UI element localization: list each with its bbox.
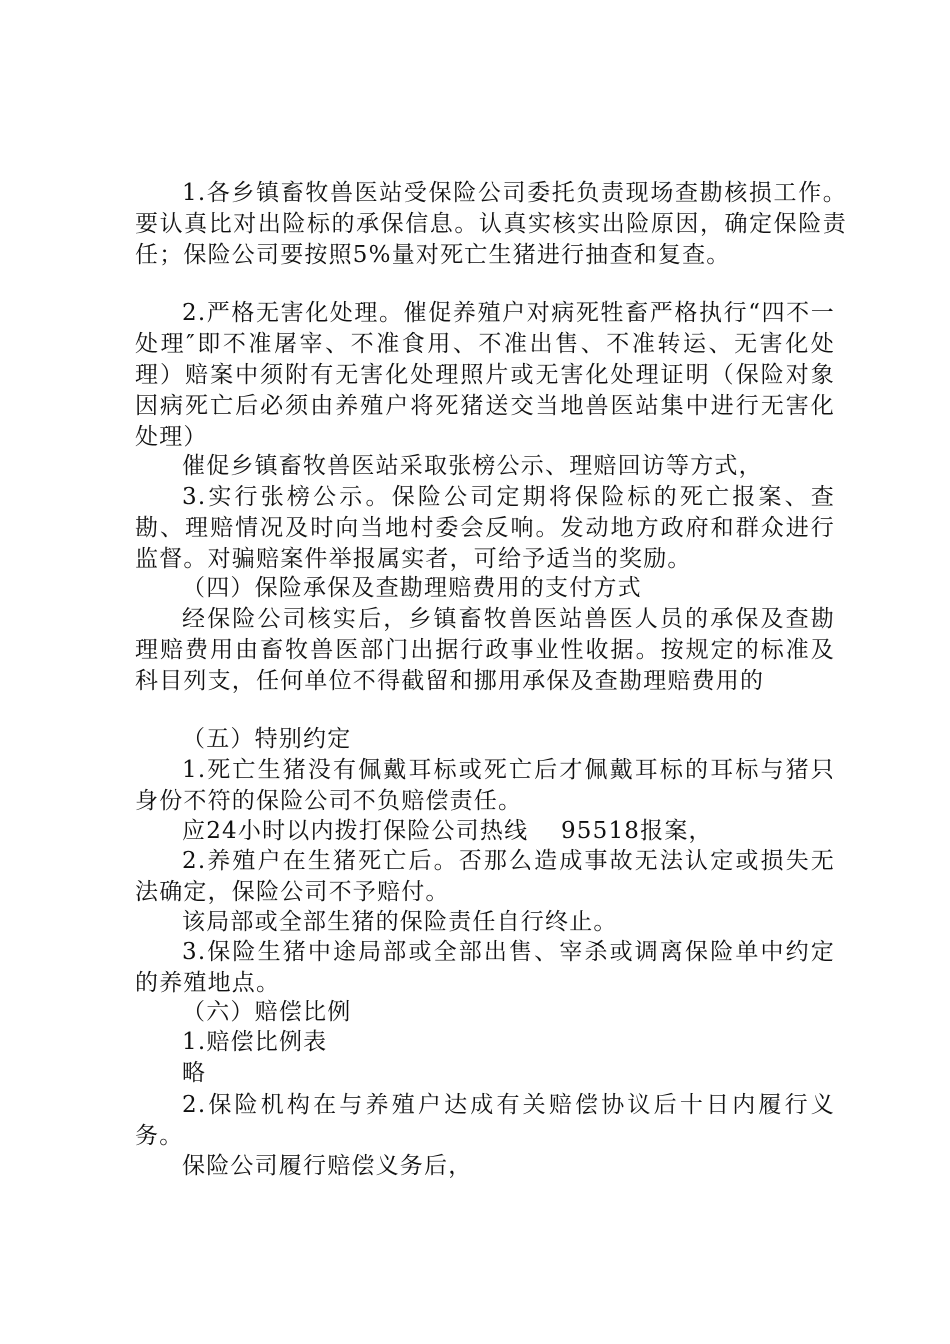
paragraph-3: 催促乡镇畜牧兽医站采取张榜公示、理赔回访等方式， bbox=[182, 453, 763, 479]
paragraph-6: 1.死亡生猪没有佩戴耳标或死亡后才佩戴耳标的耳标与猪只身份不符的保险公司不负赔偿责任。 bbox=[135, 757, 835, 814]
paragraph-10: 3.保险生猪中途局部或全部出售、宰杀或调离保险单中约定的养殖地点。 bbox=[135, 939, 835, 996]
paragraph-1: 1.各乡镇畜牧兽医站受保险公司委托负责现场查勘核损工作。要认真比对出险标的承保信息。认真实核实出险原因，确定保险责任；保险公司要按照5%量对死亡生猪进行抽查和复查。 bbox=[135, 180, 847, 268]
paragraph-7: 应24小时以内拨打保险公司热线 95518报案， bbox=[182, 818, 713, 844]
section-heading-4: （四）保险承保及查勘理赔费用的支付方式 bbox=[182, 575, 642, 601]
paragraph-13: 2.保险机构在与养殖户达成有关赔偿协议后十日内履行义务。 bbox=[135, 1092, 835, 1149]
paragraph-4: 3.实行张榜公示。保险公司定期将保险标的死亡报案、查勘、理赔情况及时向当地村委会反响。发动地方政府和群众进行监督。对骗赔案件举报属实者，可给予适当的奖励。 bbox=[135, 484, 835, 572]
section-heading-5: （五）特别约定 bbox=[182, 726, 352, 752]
paragraph-2: 2.严格无害化处理。催促养殖户对病死牲畜严格执行“四不一处理″即不准屠宰、不准食用、不准出售、不准转运、无害化处理）赔案中须附有无害化处理照片或无害化处理证明（保险对象因病死亡后必须由养殖户将死猪送交当地兽医站集中进行无害化处理） bbox=[135, 300, 835, 450]
section-heading-6: （六）赔偿比例 bbox=[182, 999, 352, 1025]
paragraph-5: 经保险公司核实后，乡镇畜牧兽医站兽医人员的承保及查勘理赔费用由畜牧兽医部门出据行政事业性收据。按规定的标准及科目列支，任何单位不得截留和挪用承保及查勘理赔费用的 bbox=[135, 606, 835, 694]
paragraph-8: 2.养殖户在生猪死亡后。否那么造成事故无法认定或损失无法确定，保险公司不予赔付。 bbox=[135, 848, 835, 905]
paragraph-11: 1.赔偿比例表 bbox=[182, 1029, 328, 1055]
paragraph-9: 该局部或全部生猪的保险责任自行终止。 bbox=[182, 909, 618, 935]
paragraph-12: 略 bbox=[182, 1060, 207, 1086]
paragraph-14: 保险公司履行赔偿义务后， bbox=[182, 1153, 473, 1179]
